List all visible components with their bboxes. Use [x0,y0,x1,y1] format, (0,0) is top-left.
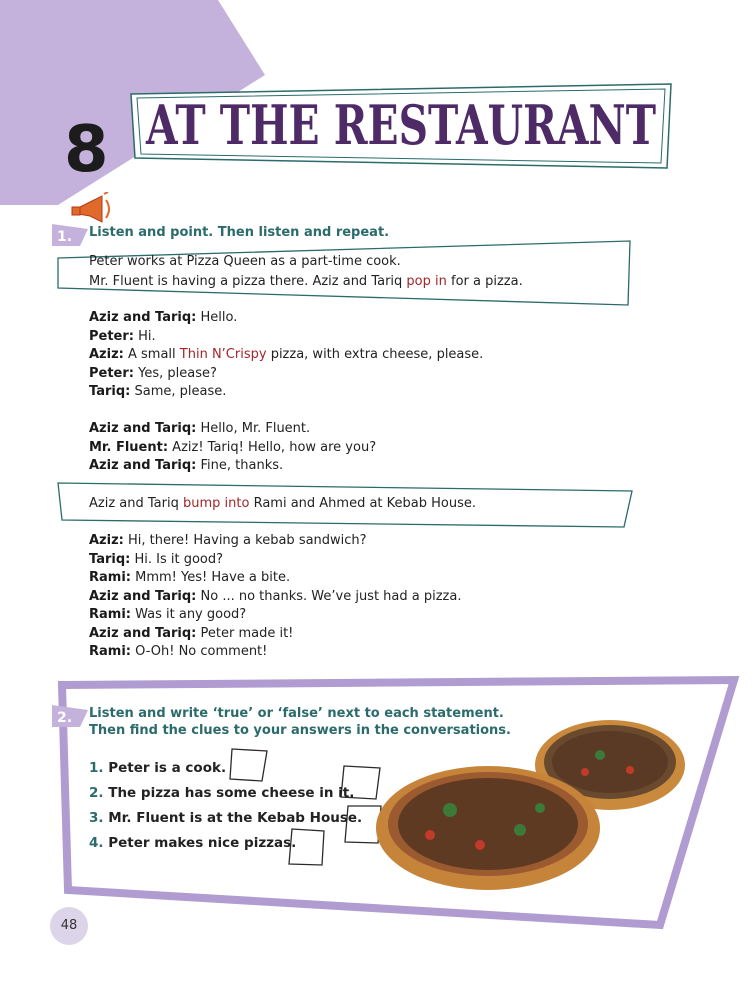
dialog-line: Aziz and Tariq: Hello, Mr. Fluent. [89,421,311,436]
speaker-icon [68,192,114,228]
statement-1: 1. Peter is a cook. [89,760,227,776]
dialog-line: Rami: Was it any good? [89,607,247,622]
unit-number: 8 [64,113,109,187]
dialog-line: Peter: Yes, please? [89,365,217,381]
exercise-2-number: 2. [57,710,73,726]
dialog-line: Aziz and Tariq: Peter made it! [89,625,294,641]
highlight-phrase: pop in [406,274,447,289]
statement-4: 4. Peter makes nice pizzas. [89,835,297,851]
dialog-line: Aziz and Tariq: Fine, thanks. [89,458,284,473]
dialog-line: Aziz: Hi, there! Having a kebab sandwich? [89,533,367,548]
dialog-line: Rami: Mmm! Yes! Have a bite. [89,570,291,585]
dialog-3 [89,532,461,662]
exercise-1-number: 1. [57,229,73,245]
dialog-line: Aziz: A small Thin N’Crispy pizza, with extra cheese, please. [89,347,484,362]
unit-title-banner [127,80,675,172]
dialog-line: Tariq: Hi. Is it good? [89,551,224,567]
statement-3: 3. Mr. Fluent is at the Kebab House. [89,810,363,826]
page-number: 48 [50,907,88,945]
dialog-line: Aziz and Tariq: Hello. [89,310,238,325]
statement-2: 2. The pizza has some cheese in it. [89,785,355,801]
dialog-line: Aziz and Tariq: No ... no thanks. We’ve just had a pizza. [89,588,462,604]
pizza-image [376,720,685,890]
scene-text: Aziz and Tariq bump into Rami and Ahmed at Kebab House. [89,496,477,511]
answer-box-1[interactable] [230,749,267,781]
exercise-1-instruction: Listen and point. Then listen and repeat. [89,225,390,240]
dialog-line: Mr. Fluent: Aziz! Tariq! Hello, how are you? [89,439,377,455]
unit-title: AT THE RESTAURANT [145,93,656,157]
dialog-line: Tariq: Same, please. [89,384,227,399]
exercise-2-instruction: Listen and write ‘true’ or ‘false’ next to each statement. Then find the clues to your answers in the conversations. [89,706,511,738]
dialog-1 [89,309,483,402]
title-art [127,80,675,172]
dialog-line: Rami: O-Oh! No comment! [89,644,268,659]
dialog-2 [89,420,376,476]
intro-text: Peter works at Pizza Queen as a part-time cook. Mr. Fluent is having a pizza there. Aziz and Tariq pop in for a pizza. [89,254,523,289]
highlight-phrase: bump into [182,496,250,511]
dialog-line: Peter: Hi. [89,328,156,344]
